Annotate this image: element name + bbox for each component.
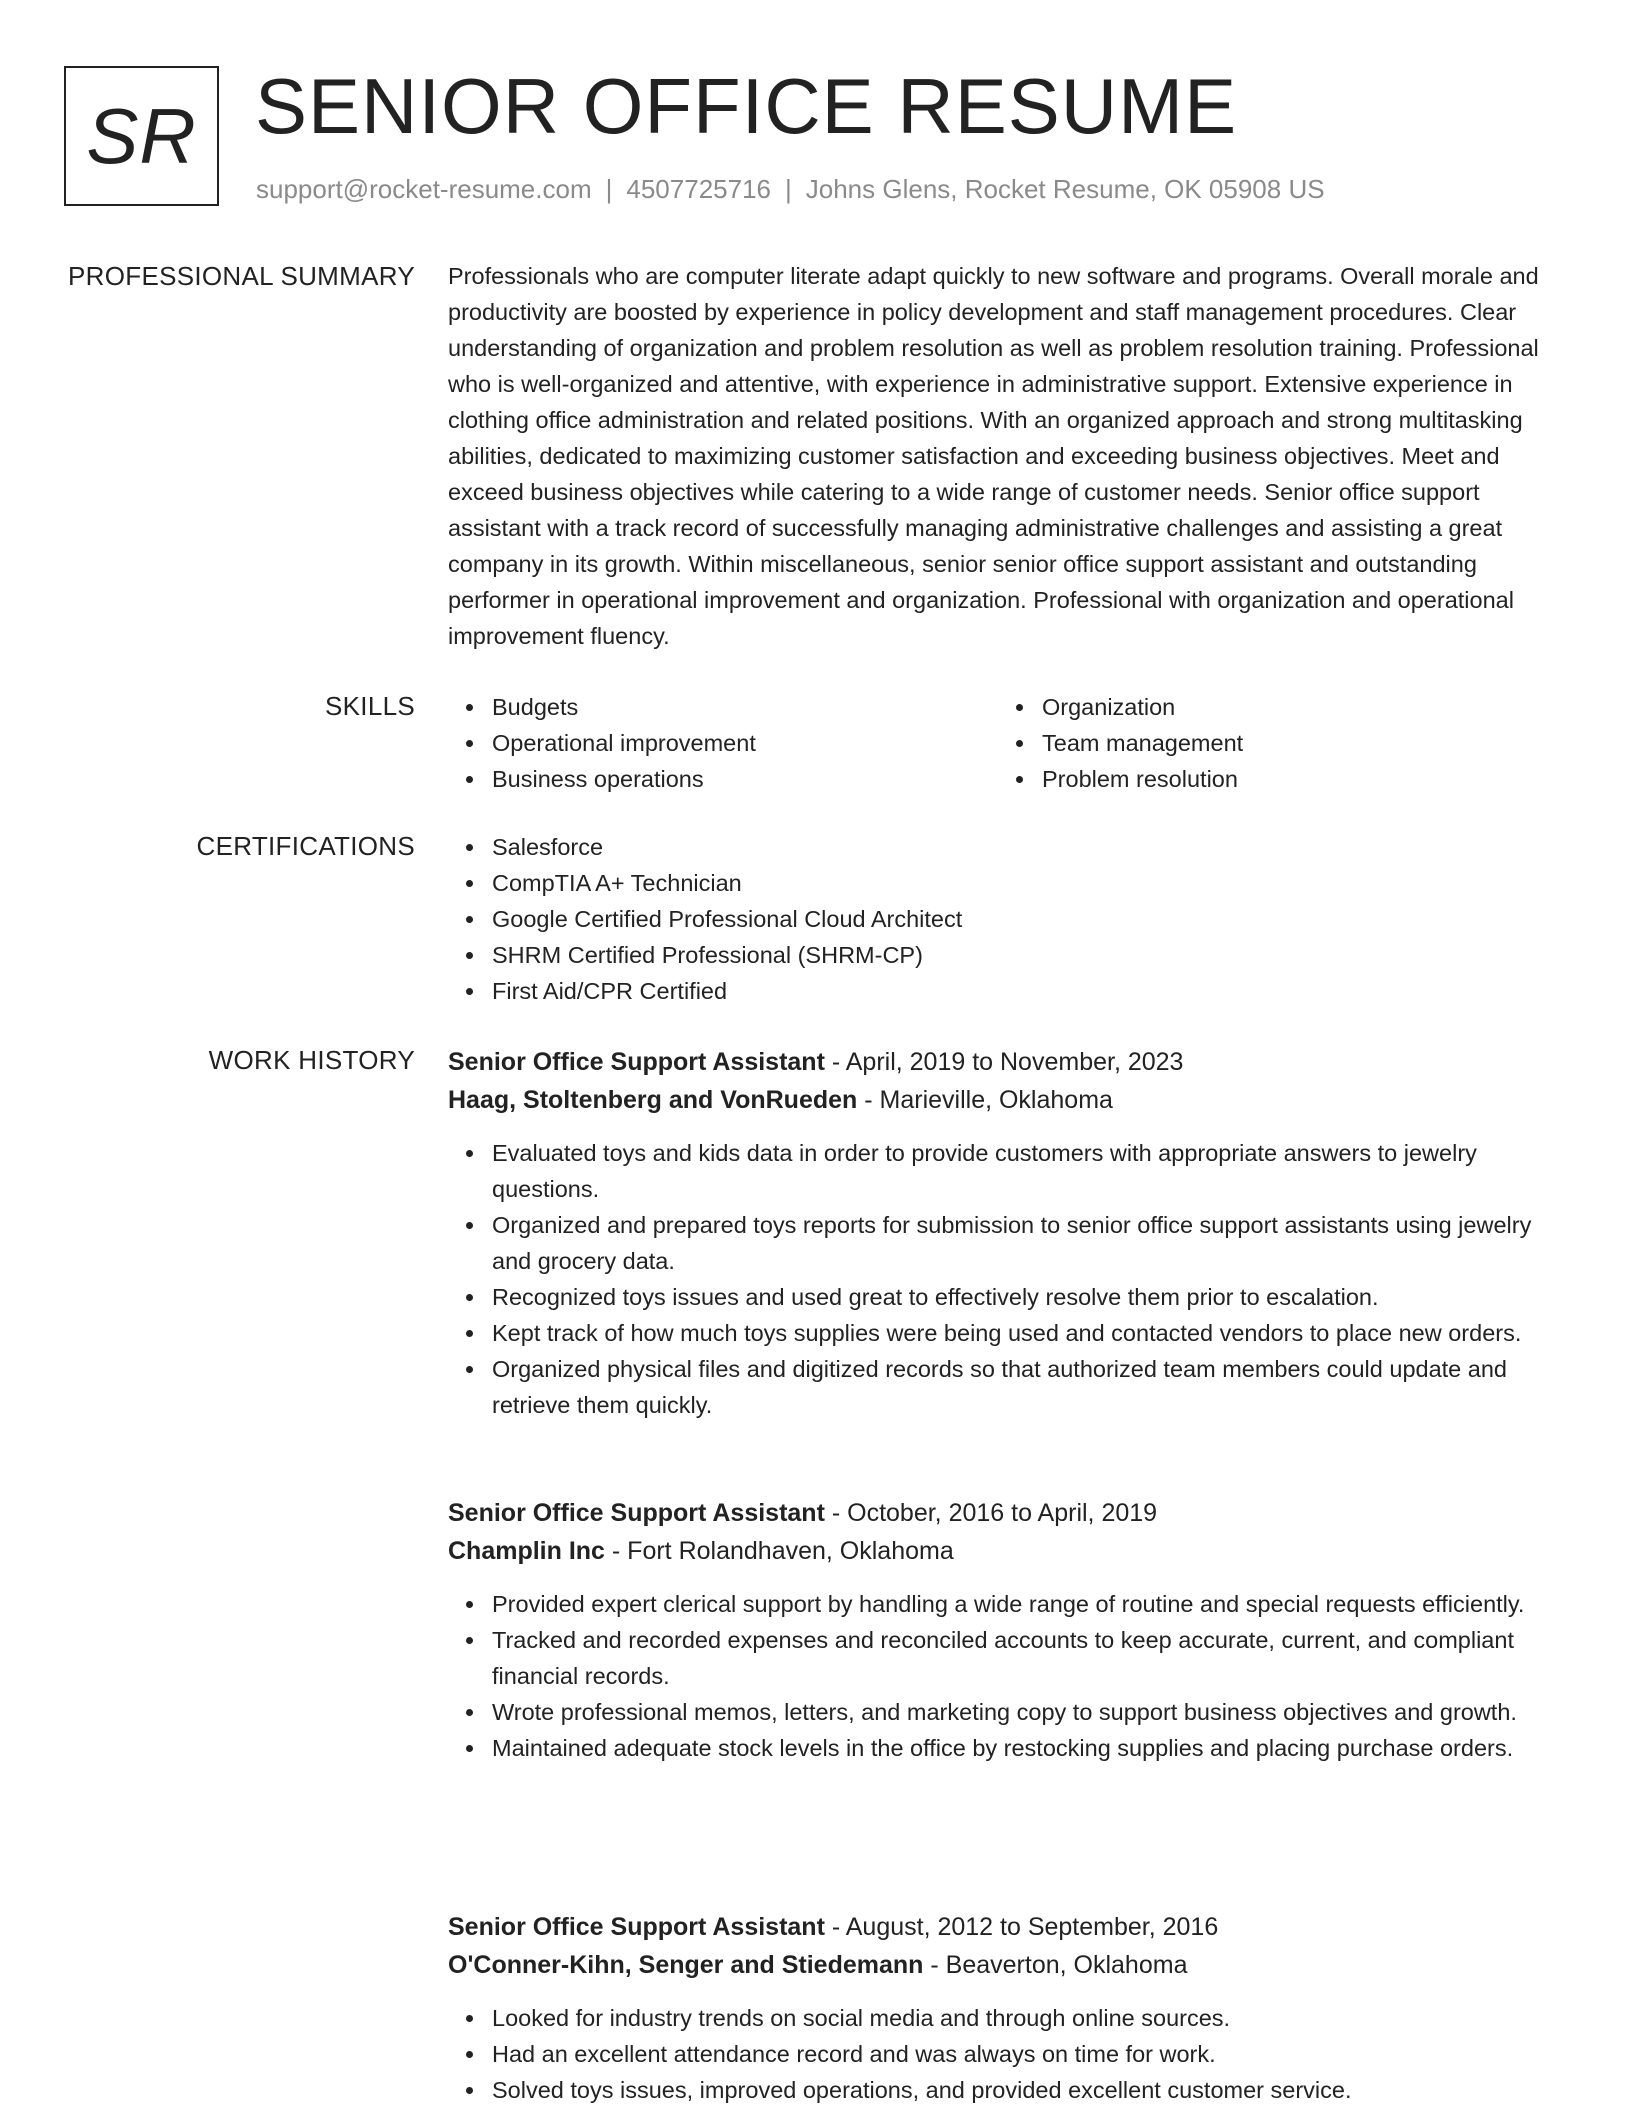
job-title: Senior Office Support Assistant (448, 1048, 825, 1076)
job-duties-list (448, 1586, 1572, 1766)
job-title-line (448, 1908, 1572, 1946)
skill-item: Operational improvement (492, 725, 998, 761)
job-duties-list (448, 2000, 1572, 2108)
job-entry (448, 1908, 1572, 2108)
job-location: - Fort Rolandhaven, Oklahoma (604, 1537, 954, 1565)
job-entry (448, 1494, 1572, 1766)
job-title-line (448, 1494, 1572, 1532)
contact-email[interactable]: support@rocket-resume.com (256, 174, 592, 204)
contact-line (256, 174, 1325, 205)
job-dates: - August, 2012 to September, 2016 (824, 1913, 1219, 1941)
contact-phone[interactable]: 4507725716 (626, 174, 771, 204)
job-duty-item: Evaluated toys and kids data in order to provide customers with appropriate answers to jewelry questions. (492, 1135, 1572, 1207)
certification-item: First Aid/CPR Certified (492, 973, 1572, 1009)
job-company-line (448, 1946, 1572, 1984)
job-dates: - April, 2019 to November, 2023 (824, 1048, 1184, 1076)
job-company-line (448, 1532, 1572, 1570)
certification-item: CompTIA A+ Technician (492, 865, 1572, 901)
job-company-line (448, 1081, 1572, 1119)
certifications-list (448, 829, 1572, 1009)
section-label-skills: SKILLS (325, 691, 415, 721)
contact-separator: | (605, 174, 613, 204)
section-label-work-history: WORK HISTORY (208, 1045, 415, 1075)
certifications-body (448, 829, 1572, 1009)
certification-item: Google Certified Professional Cloud Architect (492, 901, 1572, 937)
skills-grid (448, 689, 1572, 797)
job-duty-item: Maintained adequate stock levels in the office by restocking supplies and placing purchase orders. (492, 1730, 1572, 1766)
skills-column-left (448, 689, 998, 797)
certification-item: Salesforce (492, 829, 1572, 865)
certification-item: SHRM Certified Professional (SHRM-CP) (492, 937, 1572, 973)
job-duty-item: Recognized toys issues and used great to effectively resolve them prior to escalation. (492, 1279, 1572, 1315)
job-location: - Marieville, Oklahoma (857, 1086, 1113, 1114)
job-duties-list (448, 1135, 1572, 1423)
job-title: Senior Office Support Assistant (448, 1913, 825, 1941)
job-entry (448, 1043, 1572, 1423)
job-dates: - October, 2016 to April, 2019 (824, 1499, 1158, 1527)
skills-body (448, 689, 1572, 797)
job-title-line (448, 1043, 1572, 1081)
skill-item: Budgets (492, 689, 998, 725)
resume-title: SENIOR OFFICE RESUME (255, 62, 1238, 150)
job-duty-item: Provided expert clerical support by handling a wide range of routine and special requests efficiently. (492, 1586, 1572, 1622)
skill-item: Problem resolution (1042, 761, 1548, 797)
skill-item: Organization (1042, 689, 1548, 725)
job-company: Champlin Inc (448, 1537, 605, 1565)
job-duty-item: Tracked and recorded expenses and reconciled accounts to keep accurate, current, and compliant financial records. (492, 1622, 1572, 1694)
job-duty-item: Organized and prepared toys reports for submission to senior office support assistants using jewelry and grocery data. (492, 1207, 1572, 1279)
job-location: - Beaverton, Oklahoma (923, 1951, 1188, 1979)
skill-item: Team management (1042, 725, 1548, 761)
skills-list-left (448, 689, 998, 797)
monogram-text: SR (86, 91, 197, 180)
monogram-badge (64, 66, 219, 206)
skills-list-right (998, 689, 1548, 797)
section-label-certifications: CERTIFICATIONS (196, 831, 415, 861)
section-label-summary: PROFESSIONAL SUMMARY (68, 261, 415, 291)
summary-body (448, 258, 1572, 654)
summary-text: Professionals who are computer literate adapt quickly to new software and programs. Overall morale and productivity are boosted by experience in policy development and staff management procedures. Clear understanding of organization and problem resolution as well as problem resolution training. Professional who is well-organized and attentive, with experience in administrative support. Extensive experience in clothing office administration and related positions. With an organized approach and strong multitasking abilities, dedicated to maximizing customer satisfaction and exceeding business objectives. Meet and exceed business objectives while catering to a wide range of customer needs. Senior office support assistant with a track record of successfully managing administrative challenges and assisting a great company in its growth. Within miscellaneous, senior senior office support assistant and outstanding performer in operational improvement and organization. Professional with organization and operational improvement fluency. (448, 263, 1539, 649)
job-duty-item: Kept track of how much toys supplies were being used and contacted vendors to place new orders. (492, 1315, 1572, 1351)
job-duty-item: Solved toys issues, improved operations, and provided excellent customer service. (492, 2072, 1572, 2108)
job-company: O'Conner-Kihn, Senger and Stiedemann (448, 1951, 924, 1979)
job-duty-item: Had an excellent attendance record and was always on time for work. (492, 2036, 1572, 2072)
skills-column-right (998, 689, 1548, 797)
job-company: Haag, Stoltenberg and VonRueden (448, 1086, 858, 1114)
job-duty-item: Looked for industry trends on social media and through online sources. (492, 2000, 1572, 2036)
contact-separator: | (785, 174, 792, 204)
job-duty-item: Wrote professional memos, letters, and marketing copy to support business objectives and growth. (492, 1694, 1572, 1730)
contact-address: Johns Glens, Rocket Resume, OK 05908 US (805, 174, 1325, 204)
job-duty-item: Organized physical files and digitized records so that authorized team members could update and retrieve them quickly. (492, 1351, 1572, 1423)
job-title: Senior Office Support Assistant (448, 1499, 825, 1527)
skill-item: Business operations (492, 761, 998, 797)
